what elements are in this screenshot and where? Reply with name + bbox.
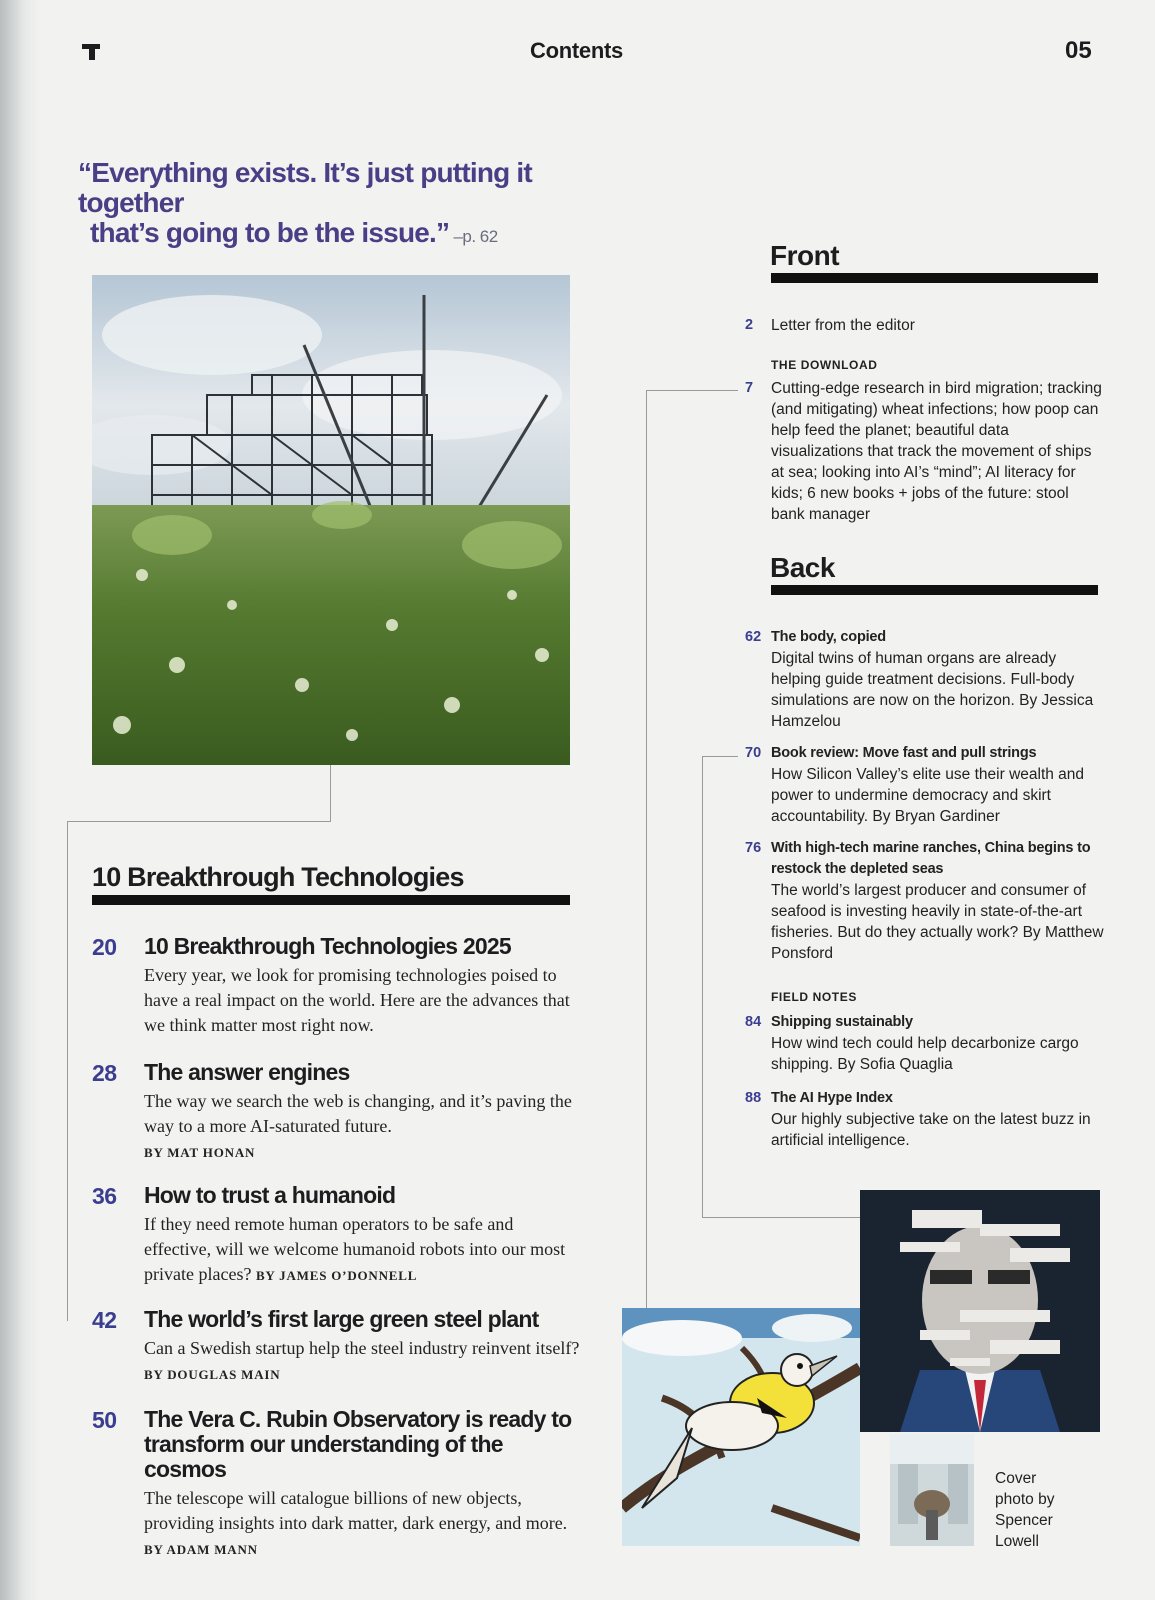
toc-page-number: 84 <box>745 1014 762 1030</box>
connector-line <box>67 765 331 822</box>
feature-page-number: 20 <box>92 934 117 960</box>
feature-item[interactable] <box>92 934 582 1038</box>
toc-item-field-notes[interactable] <box>745 1012 1105 1075</box>
page-title: Contents <box>530 38 623 63</box>
toc-page-number: 62 <box>745 629 762 645</box>
toc-title: With high-tech marine ranches, China begins to restock the depleted seas <box>771 840 1091 877</box>
kicker-field-notes: FIELD NOTES <box>771 990 857 1004</box>
feature-byline: BY MAT HONAN <box>144 1145 256 1160</box>
feature-description: The telescope will catalogue billions of new objects, providing insights into dark matter, dark energy, and more. BY ADAM MANN <box>144 1488 568 1557</box>
section-rule <box>771 585 1098 595</box>
feature-page-number: 36 <box>92 1183 117 1209</box>
feature-title: The world’s first large green steel plant <box>144 1306 539 1332</box>
glitched-portrait-illustration <box>860 1190 1100 1432</box>
toc-title: Book review: Move fast and pull strings <box>771 745 1037 761</box>
feature-page-number: 50 <box>92 1407 117 1433</box>
feature-title: 10 Breakthrough Technologies 2025 <box>144 933 511 959</box>
toc-item-back[interactable] <box>745 743 1105 827</box>
feature-description: The way we search the web is changing, and it’s paving the way to a more AI-saturated future. BY MAT HONAN <box>144 1091 572 1160</box>
toc-item-back[interactable] <box>745 627 1105 732</box>
feature-byline: BY DOUGLAS MAIN <box>144 1367 281 1382</box>
pull-quote-line-1: “Everything exists. It’s just putting it together <box>78 157 532 218</box>
feature-byline: BY ADAM MANN <box>144 1542 258 1557</box>
feature-title: The Vera C. Rubin Observatory is ready to transform our understanding of the cosmos <box>144 1406 572 1482</box>
toc-page-number: 88 <box>745 1090 762 1106</box>
section-rule <box>92 895 570 905</box>
feature-page-number: 28 <box>92 1060 117 1086</box>
meadowlark-illustration <box>622 1308 860 1546</box>
feature-item[interactable] <box>92 1307 582 1387</box>
toc-item-letter[interactable] <box>745 315 1105 336</box>
feature-description: Can a Swedish startup help the steel industry reinvent itself? BY DOUGLAS MAIN <box>144 1338 580 1382</box>
toc-page-number: 7 <box>745 380 754 396</box>
connector-line <box>702 756 738 757</box>
pull-quote-line-2: that’s going to be the issue.” <box>90 217 450 248</box>
cover-photo-thumbnail <box>890 1434 974 1546</box>
connector-line <box>702 1217 860 1218</box>
toc-title: Shipping sustainably <box>771 1014 913 1030</box>
page-gutter-shadow <box>0 0 40 1600</box>
connector-line <box>646 390 738 391</box>
toc-description: How Silicon Valley’s elite use their wealth and power to undermine democracy and skirt accountability. By Bryan Gardiner <box>771 766 1085 825</box>
feature-title: How to trust a humanoid <box>144 1182 396 1208</box>
page-number: 05 <box>1065 37 1092 64</box>
toc-item-download[interactable] <box>745 378 1105 525</box>
toc-item-back[interactable] <box>745 838 1105 964</box>
toc-title: Letter from the editor <box>771 317 915 334</box>
toc-title: The AI Hype Index <box>771 1090 893 1106</box>
section-heading-back: Back <box>770 552 835 583</box>
feature-byline: BY JAMES O’DONNELL <box>255 1268 418 1283</box>
toc-description: Our highly subjective take on the latest buzz in artificial intelligence. <box>771 1111 1091 1149</box>
section-rule <box>771 273 1098 283</box>
logo-icon <box>82 42 102 62</box>
toc-description: Cutting-edge research in bird migration; tracking (and mitigating) wheat infections; how poop can help feed the planet; beautiful data visualizations that track the movement of ships at sea; looking into AI’s “mind”; AI literacy for kids; 6 new books + jobs of the future: stool bank manager <box>771 380 1102 523</box>
feature-page-number: 42 <box>92 1307 117 1333</box>
feature-title: The answer engines <box>144 1059 350 1085</box>
connector-line <box>702 756 703 1218</box>
feature-item[interactable] <box>92 1183 582 1288</box>
toc-item-field-notes[interactable] <box>745 1088 1105 1151</box>
cover-photo-credit: Cover photo by Spencer Lowell <box>995 1470 1055 1550</box>
feature-item[interactable] <box>92 1407 572 1562</box>
pull-quote-page-ref: –p. 62 <box>449 227 498 246</box>
section-heading-front: Front <box>770 240 840 271</box>
feature-description: If they need remote human operators to be safe and effective, will we welcome humanoid robots into our most private places? BY JAMES O’DONNELL <box>144 1214 566 1284</box>
toc-description: How wind tech could help decarbonize cargo shipping. By Sofia Quaglia <box>771 1035 1079 1073</box>
section-heading-breakthrough: 10 Breakthrough Technologies <box>92 862 464 892</box>
toc-page-number: 76 <box>745 840 762 856</box>
kicker-the-download: THE DOWNLOAD <box>771 358 878 372</box>
feature-description: Every year, we look for promising technologies poised to have a real impact on the world. Here are the advances that we think matter most right now. <box>144 965 570 1035</box>
toc-title: The body, copied <box>771 629 886 645</box>
toc-page-number: 70 <box>745 745 762 761</box>
pull-quote <box>78 158 638 252</box>
toc-description: The world’s largest producer and consumer of seafood is investing heavily in state-of-the-art fisheries. But do they actually work? By Matthew Ponsford <box>771 882 1104 962</box>
toc-description: Digital twins of human organs are already helping guide treatment decisions. Full-body simulations are now on the horizon. By Jessica Hamzelou <box>771 650 1094 730</box>
connector-line <box>67 821 68 1321</box>
connector-line <box>646 390 647 1308</box>
toc-page-number: 2 <box>745 317 754 333</box>
feature-item[interactable] <box>92 1060 582 1165</box>
steel-plant-construction-photo <box>92 275 570 765</box>
